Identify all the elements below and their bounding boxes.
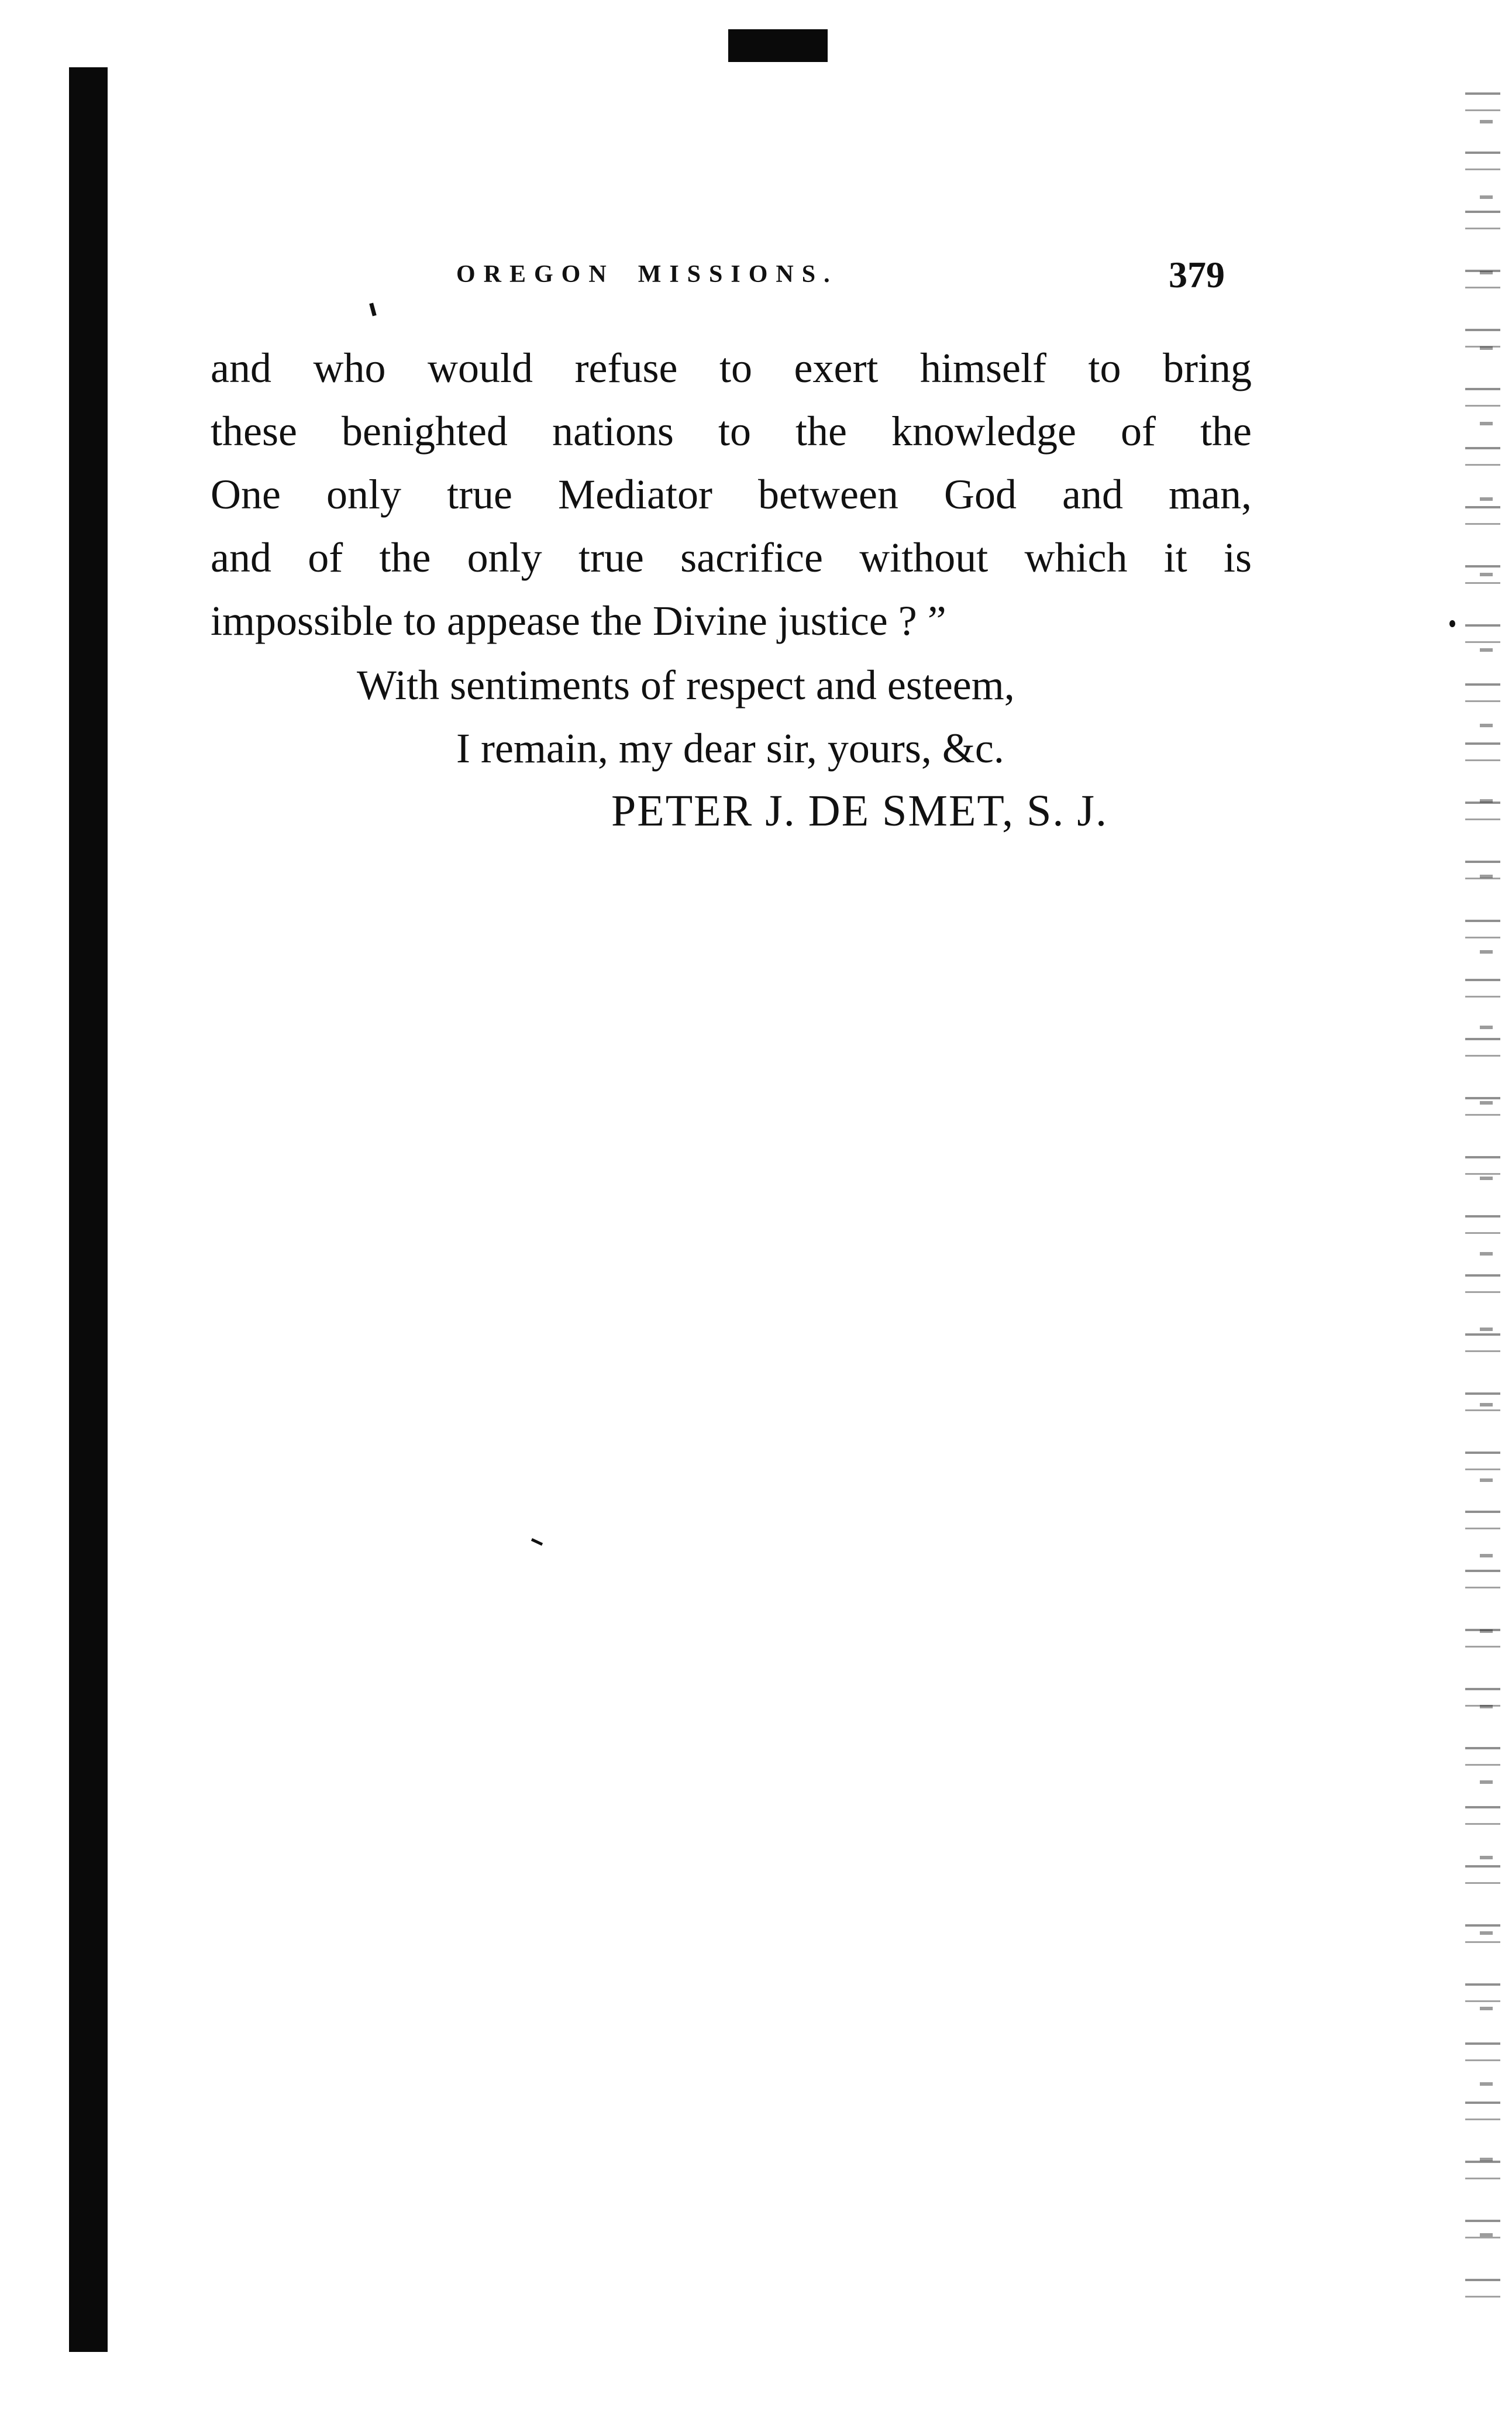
signature: PETER J. DE SMET, S. J.: [611, 786, 1108, 835]
scan-speck: [531, 1538, 543, 1546]
closing-salutation: With sentiments of respect and esteem,: [357, 662, 1015, 709]
running-header-word: MISSIONS.: [638, 261, 838, 288]
body-paragraph: [211, 336, 1252, 652]
text-line: and of the only true sacrifice without which it is: [211, 534, 1252, 581]
scan-speck: [1449, 620, 1455, 627]
scan-artifact-top-bar: [728, 29, 828, 62]
scan-artifact-right-edge-specks: [1480, 88, 1493, 2299]
closing-remain: I remain, my dear sir, yours, &c.: [456, 725, 1004, 772]
running-header: [456, 260, 838, 288]
page-number: 379: [1169, 254, 1225, 295]
text-line: impossible to appease the Divine justice ? ”: [211, 597, 946, 644]
text-line: and who would refuse to exert himself to bring: [211, 345, 1252, 391]
text-line: these benighted nations to the knowledge of the: [211, 408, 1252, 455]
text-line: One only true Mediator between God and man,: [211, 471, 1252, 518]
running-header-word: OREGON: [456, 261, 615, 288]
scan-artifact-left-bar: [69, 67, 108, 2352]
scan-speck: [369, 302, 376, 316]
